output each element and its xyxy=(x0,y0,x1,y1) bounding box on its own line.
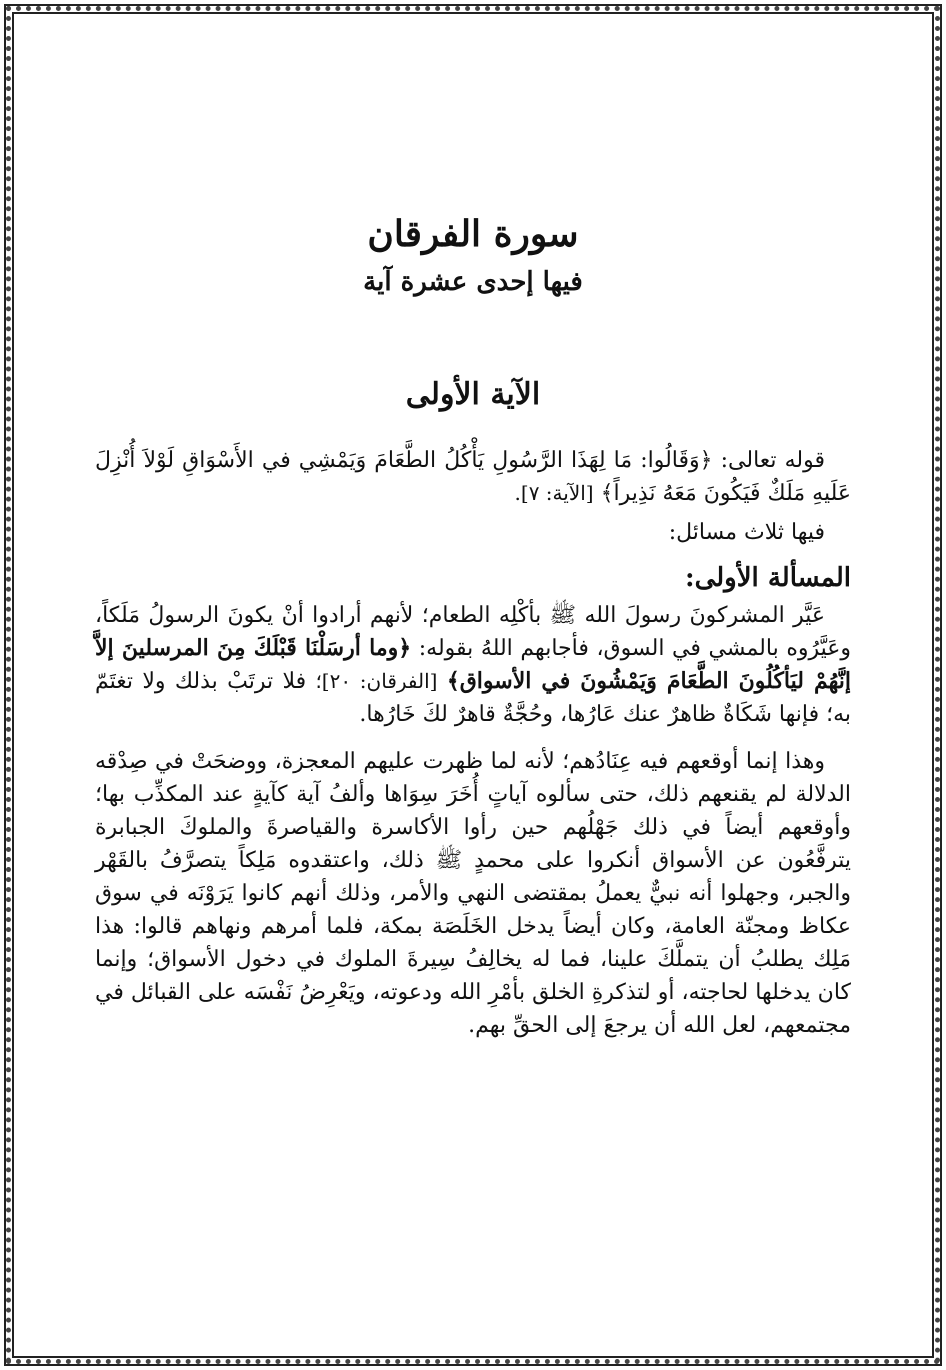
verse-paragraph xyxy=(95,444,851,510)
surah-subtitle: فيها إحدى عشرة آية xyxy=(363,267,583,297)
issues-count: فيها ثلاث مسائل: xyxy=(668,520,825,545)
paragraph-1-reference: [الفرقان: ٢٠]؛ xyxy=(315,669,438,693)
paragraph-1 xyxy=(95,599,851,731)
verse-intro: قوله تعالى: xyxy=(720,448,825,473)
verse-quote: ﴿وَقَالُوا: مَا لِهَذَا الرَّسُولِ يَأْكُلُ الطَّعَامَ وَيَمْشِي في الأَسْوَاقِ لَوْلاَ أُنْزِلَ عَلَيهِ مَلَكٌ فَيَكُونَ مَعَهُ نَذِيراً﴾ xyxy=(95,448,851,506)
verse-reference: [الآية: ٧]. xyxy=(514,481,594,505)
surah-title: سورة الفرقان xyxy=(367,213,579,255)
masala-title: المسألة الأولى: xyxy=(684,563,851,593)
paragraph-1-quote: ﴿وما أرسَلْنَا قَبْلَكَ مِنَ المرسلينَ إلاَّ إنَّهُمْ ليَأكُلُونَ الطَّعَامَ وَيَمْشُونَ في الأسواق﴾ xyxy=(95,635,851,694)
paragraph-1-part2: فلا ترتَبْ بذلك ولا تغتَمّ به؛ فإنها شَكَاةٌ ظاهرٌ عنك عَارُها، وحُجَّةٌ قاهرٌ لكَ خَارُها. xyxy=(95,669,851,727)
paragraph-1-part1: عَيَّر المشركونَ رسولَ الله ﷺ بأكْلِه الطعام؛ لأنهم أرادوا أنْ يكونَ الرسولُ مَلَكاً، وعَيَّرُوه بالمشي في السوق، فأجابهم اللهُ بقوله: xyxy=(95,603,852,661)
ayah-title: الآية الأولى xyxy=(405,377,541,412)
page-content xyxy=(95,195,851,1042)
paragraph-2: وهذا إنما أوقعهم فيه عِنَادُهم؛ لأنه لما ظهرت عليهم المعجزة، ووضحَتْ في صِدْقه الدلالة لم يقنعهم ذلك، حتى سألوه آياتٍ أُخَرَ سِوَاها وألفُ آية كآيةٍ عند المكذِّب بها؛ وأوقعهم أيضاً في ذلك جَهْلُهم حين رأوا الأكاسرة والقياصرةَ والملوكَ الجبابرة يترفَّعُون عن الأسواق أنكروا على محمدٍ ﷺ ذلك، واعتقدوه مَلِكاً يتصرَّفُ بالقَهْر والجبر، وجهلوا أنه نبيٌّ يعملُ بمقتضى النهي والأمر، وذلك أنهم كانوا يَرَوْنَه في سوق عكاظ ومجنّة العامة، وكان أيضاً يدخل الخَلَصَة بمكة، فلما أمرهم ونهاهم قالوا: هذا مَلِك يطلبُ أن يتملَّكَ علينا، فما له يخالِفُ سِيرةَ الملوك في دخول الأسواق؛ وإنما كان يدخلها لحاجته، أو لتذكرةِ الخلق بأمْرِ الله ودعوته، ويَعْرِضُ نَفْسَه على القبائل في مجتمعهم، لعل الله أن يرجعَ إلى الحقِّ بهم. xyxy=(95,749,852,1038)
